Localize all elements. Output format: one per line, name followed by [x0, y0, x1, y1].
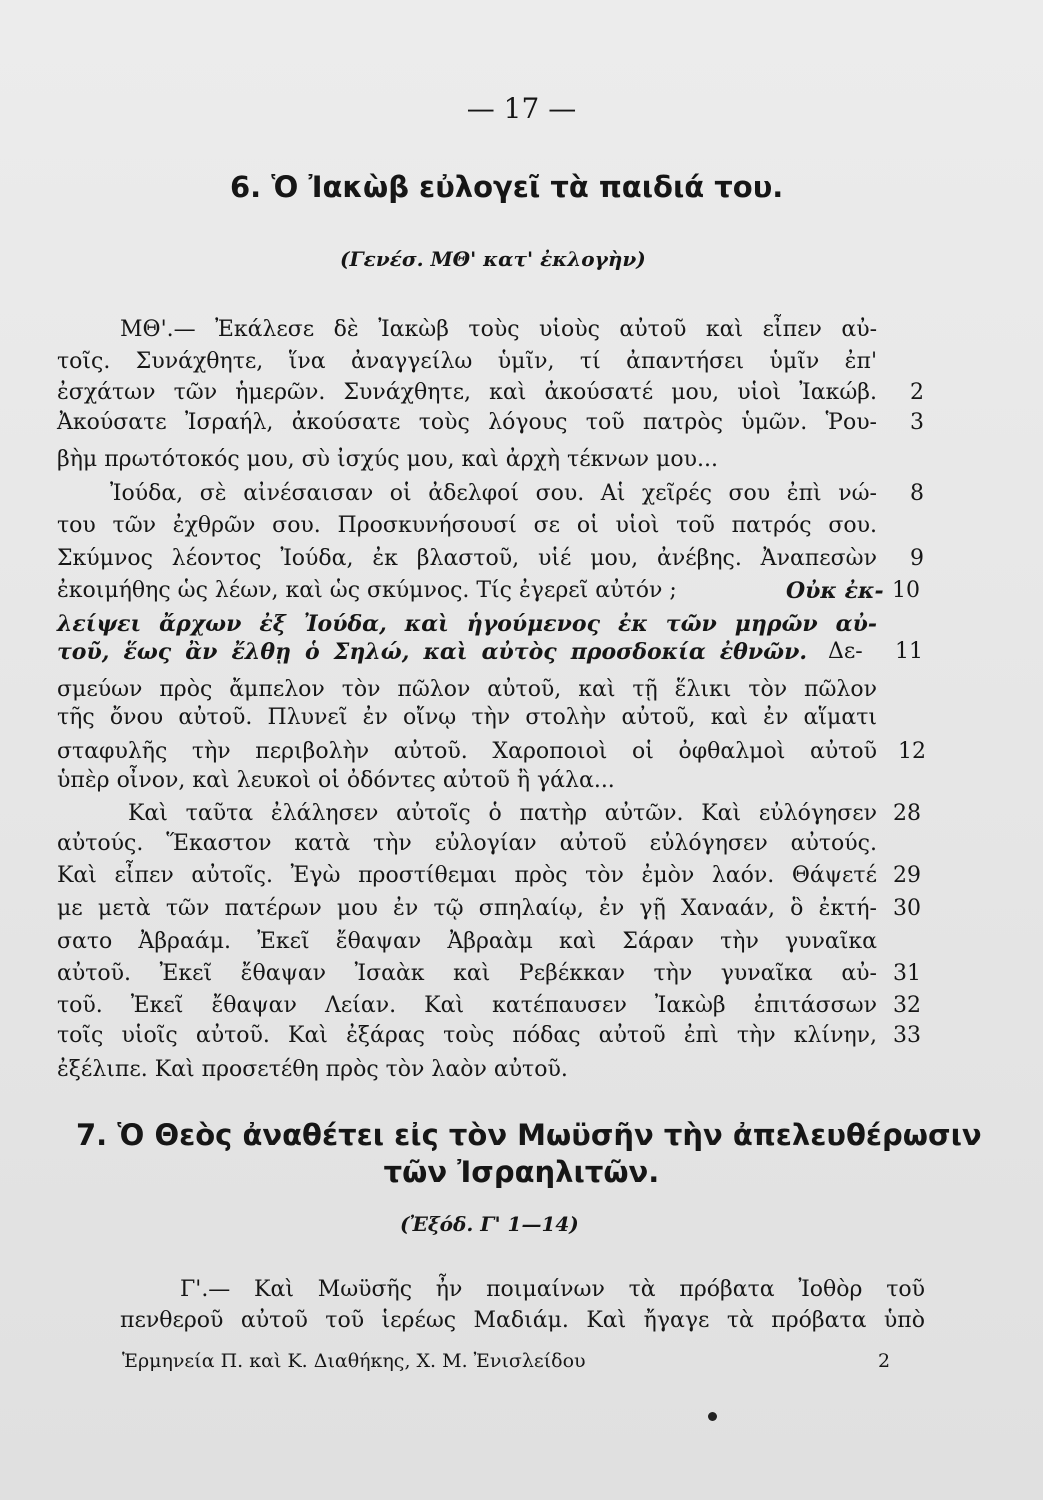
text-line: σταφυλῆς τὴν περιβολὴν αὐτοῦ. Χαροποιοὶ οἱ ὀφθαλμοὶ αὐτοῦ	[57, 739, 877, 764]
text-line: Καὶ ταῦτα ἐλάλησεν αὐτοῖς ὁ πατὴρ αὐτῶν. Καὶ εὐλόγησεν	[128, 801, 877, 826]
emphasis-text: Οὐκ ἐκ-	[786, 578, 884, 604]
text-line: Καὶ εἶπεν αὐτοῖς. Ἐγὼ προστίθεμαι πρὸς τὸν ἐμὸν λαόν. Θάψετέ	[57, 863, 877, 888]
emphasis-line: τοῦ, ἕως ἂν ἔλθῃ ὁ Σηλώ, καὶ αὐτὸς προσδοκία ἐθνῶν.	[57, 639, 807, 665]
text-line: Γ'.— Καὶ Μωϋσῆς ἦν ποιμαίνων τὰ πρόβατα Ἰοθὸρ τοῦ	[180, 1277, 925, 1302]
text-line: τοῦ. Ἐκεῖ ἔθαψαν Λείαν. Καὶ κατέπαυσεν Ἰακὼβ ἐπιτάσσων	[57, 993, 877, 1018]
ink-dot	[708, 1412, 717, 1421]
text-line: ἐκοιμήθης ὡς λέων, καὶ ὡς σκύμνος. Τίς ἐγερεῖ αὐτόν ;	[57, 578, 677, 603]
section-heading-6: 6. Ὁ Ἰακὼβ εὐλογεῖ τὰ παιδιά του.	[230, 170, 784, 204]
footer-text: Ἑρμηνεία Π. καὶ Κ. Διαθήκης, Χ. Μ. Ἐνισλείδου	[122, 1350, 586, 1372]
section-reference-7: (Ἐξόδ. Γ' 1—14)	[400, 1212, 579, 1236]
signature-mark: 2	[878, 1350, 891, 1372]
verse-number: 32	[893, 993, 921, 1018]
emphasis-line: λείψει ἄρχων ἐξ Ἰούδα, καὶ ἡγούμενος ἐκ τῶν μηρῶν αὐ-	[57, 611, 877, 637]
text-line: τοῖς. Συνάχθητε, ἵνα ἀναγγείλω ὑμῖν, τί ἀπαντήσει ὑμῖν ἐπ'	[57, 349, 877, 374]
section-reference-6: (Γενέσ. ΜΘ' κατ' ἐκλογὴν)	[340, 247, 646, 271]
section-heading-7-continued: τῶν Ἰσραηλιτῶν.	[383, 1155, 660, 1189]
verse-number: 28	[893, 801, 921, 826]
verse-number: 30	[893, 896, 921, 921]
page-number: — 17 —	[466, 92, 577, 125]
verse-number: 3	[910, 410, 924, 435]
text-line: σμεύων πρὸς ἄμπελον τὸν πῶλον αὐτοῦ, καὶ τῇ ἕλικι τὸν πῶλον	[57, 677, 877, 702]
section-heading-7: 7. Ὁ Θεὸς ἀναθέτει εἰς τὸν Μωϋσῆν τὴν ἀπελευθέρωσιν	[76, 1118, 982, 1152]
text-line: αὐτοῦ. Ἐκεῖ ἔθαψαν Ἰσαὰκ καὶ Ρεβέκκαν τὴν γυναῖκα αὐ-	[57, 961, 877, 986]
verse-number: 11	[895, 639, 923, 664]
text-line: του τῶν ἐχθρῶν σου. Προσκυνήσουσί σε οἱ υἱοὶ τοῦ πατρός σου.	[57, 513, 877, 538]
verse-number: 8	[910, 481, 924, 506]
verse-number: 12	[898, 739, 926, 764]
text-line: με μετὰ τῶν πατέρων μου ἐν τῷ σπηλαίῳ, ἐν γῇ Χαναάν, ὃ ἐκτή-	[57, 896, 877, 921]
verse-number: 31	[893, 961, 921, 986]
text-line: ΜΘ'.— Ἐκάλεσε δὲ Ἰακὼβ τοὺς υἱοὺς αὐτοῦ καὶ εἶπεν αὐ-	[120, 317, 877, 342]
verse-number: 9	[910, 546, 924, 571]
text-line: τοῖς υἱοῖς αὐτοῦ. Καὶ ἐξάρας τοὺς πόδας αὐτοῦ ἐπὶ τὴν κλίνην,	[57, 1023, 877, 1048]
verse-number: 29	[893, 863, 921, 888]
verse-number: 2	[910, 380, 924, 405]
text-line: ἐσχάτων τῶν ἡμερῶν. Συνάχθητε, καὶ ἀκούσατέ μου, υἱοὶ Ἰακώβ.	[57, 380, 877, 405]
text-line: σατο Ἀβραάμ. Ἐκεῖ ἔθαψαν Ἀβραὰμ καὶ Σάραν τὴν γυναῖκα	[57, 929, 877, 954]
text-line: ἐξέλιπε. Καὶ προσετέθη πρὸς τὸν λαὸν αὐτοῦ.	[57, 1057, 568, 1082]
text-line: Ἀκούσατε Ἰσραήλ, ἀκούσατε τοὺς λόγους τοῦ πατρὸς ὑμῶν. Ῥου-	[57, 410, 877, 435]
text-line: βὴμ πρωτότοκός μου, σὺ ἰσχύς μου, καὶ ἀρχὴ τέκνων μου...	[57, 447, 718, 472]
text-line: ὑπὲρ οἶνον, καὶ λευκοὶ οἱ ὀδόντες αὐτοῦ ἢ γάλα...	[57, 768, 615, 793]
text-line: Σκύμνος λέοντος Ἰούδα, ἐκ βλαστοῦ, υἱέ μου, ἀνέβης. Ἀναπεσὼν	[57, 546, 877, 571]
text-line: τῆς ὄνου αὐτοῦ. Πλυνεῖ ἐν οἴνῳ τὴν στολὴν αὐτοῦ, καὶ ἐν αἵματι	[57, 705, 877, 730]
text-line: Ἰούδα, σὲ αἰνέσαισαν οἱ ἀδελφοί σου. Αἱ χεῖρές σου ἐπὶ νώ-	[110, 481, 877, 506]
text-line: πενθεροῦ αὐτοῦ τοῦ ἱερέως Μαδιάμ. Καὶ ἤγαγε τὰ πρόβατα ὑπὸ	[120, 1308, 925, 1333]
text-line: αὐτούς. Ἕκαστον κατὰ τὴν εὐλογίαν αὐτοῦ εὐλόγησεν αὐτούς.	[57, 831, 877, 856]
verse-number: 33	[893, 1023, 921, 1048]
verse-number: 10	[892, 578, 920, 603]
text-fragment: Δε-	[828, 639, 863, 664]
